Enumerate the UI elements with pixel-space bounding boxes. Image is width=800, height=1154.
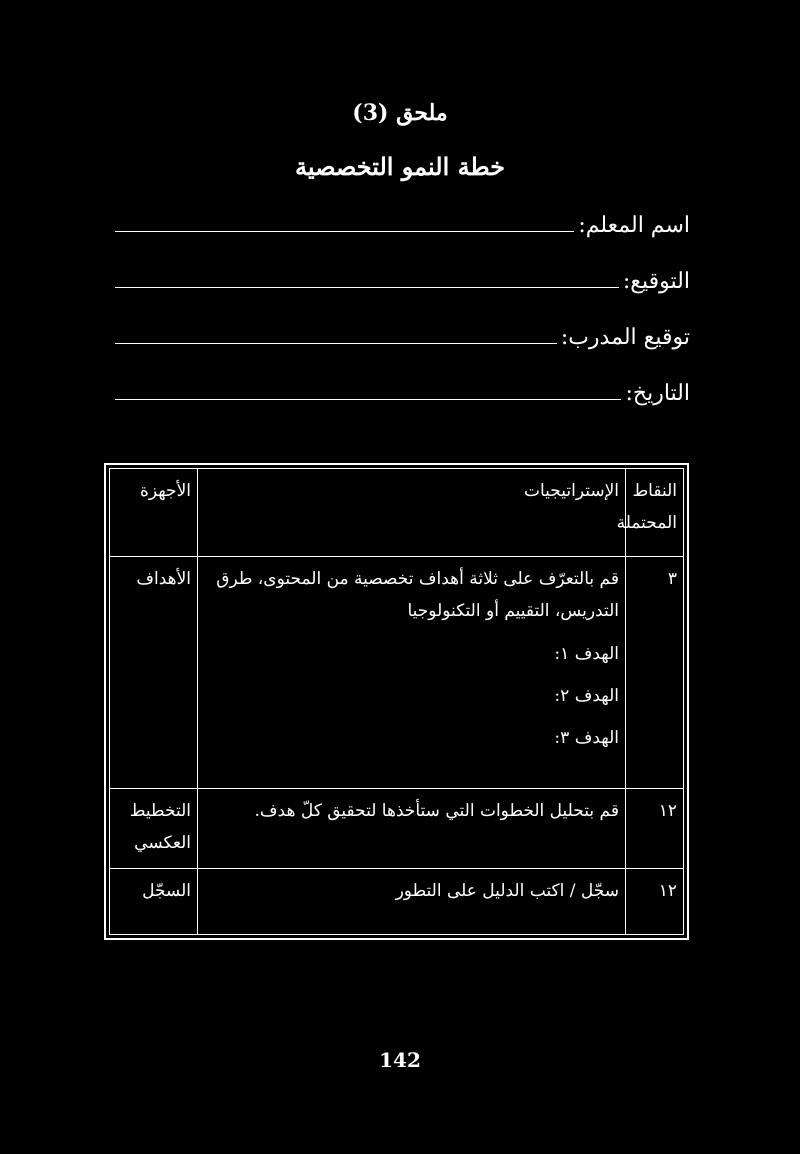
- row-points: ٣: [626, 557, 684, 789]
- date-label: التاريخ:: [625, 381, 690, 406]
- appendix-label: ملحق (3): [352, 100, 448, 126]
- header-points: النقاط المحتملة: [626, 469, 684, 557]
- signature-line: [115, 287, 619, 288]
- header-tools: الأجهزة: [110, 469, 198, 557]
- date-field: [115, 370, 690, 406]
- signature-label: التوقيع:: [622, 269, 690, 294]
- row-strategy: قم بالتعرّف على ثلاثة أهداف تخصصية من المحتوى، طرق التدريس، التقييم أو التكنولوجيا: [216, 569, 619, 622]
- trainer-signature-field: [115, 314, 690, 350]
- growth-plan-table-frame: [104, 463, 689, 940]
- row-tool: الأهداف: [110, 557, 198, 789]
- goal-1: الهدف ١:: [554, 643, 619, 664]
- header-strategies: الإستراتيجيات: [198, 469, 626, 557]
- row-points: ١٢: [626, 869, 684, 935]
- page-title: خطة النمو التخصصية: [294, 152, 506, 181]
- teacher-name-field: [115, 202, 690, 238]
- goal-2: الهدف ٢:: [554, 685, 619, 706]
- teacher-name-label: اسم المعلم:: [578, 213, 690, 238]
- signature-field: [115, 258, 690, 294]
- row-tool: التخطيط العكسي: [110, 789, 198, 869]
- row-strategy: قم بتحليل الخطوات التي ستأخذها لتحقيق كلّ هدف.: [198, 789, 626, 869]
- row-points: ١٢: [626, 789, 684, 869]
- page-number: 142: [379, 1048, 421, 1072]
- growth-plan-table: [109, 468, 684, 935]
- teacher-name-line: [115, 231, 574, 232]
- table-row: [110, 869, 684, 935]
- table-header-row: [110, 469, 684, 557]
- goal-3: الهدف ٣:: [554, 728, 619, 749]
- row-strategy-cell: [198, 557, 626, 789]
- trainer-signature-line: [115, 343, 557, 344]
- table-row: [110, 789, 684, 869]
- date-line: [115, 399, 621, 400]
- table-row: [110, 557, 684, 789]
- trainer-signature-label: توقيع المدرب:: [560, 325, 690, 350]
- row-strategy: سجّل / اكتب الدليل على التطور: [198, 869, 626, 935]
- row-tool: السجّل: [110, 869, 198, 935]
